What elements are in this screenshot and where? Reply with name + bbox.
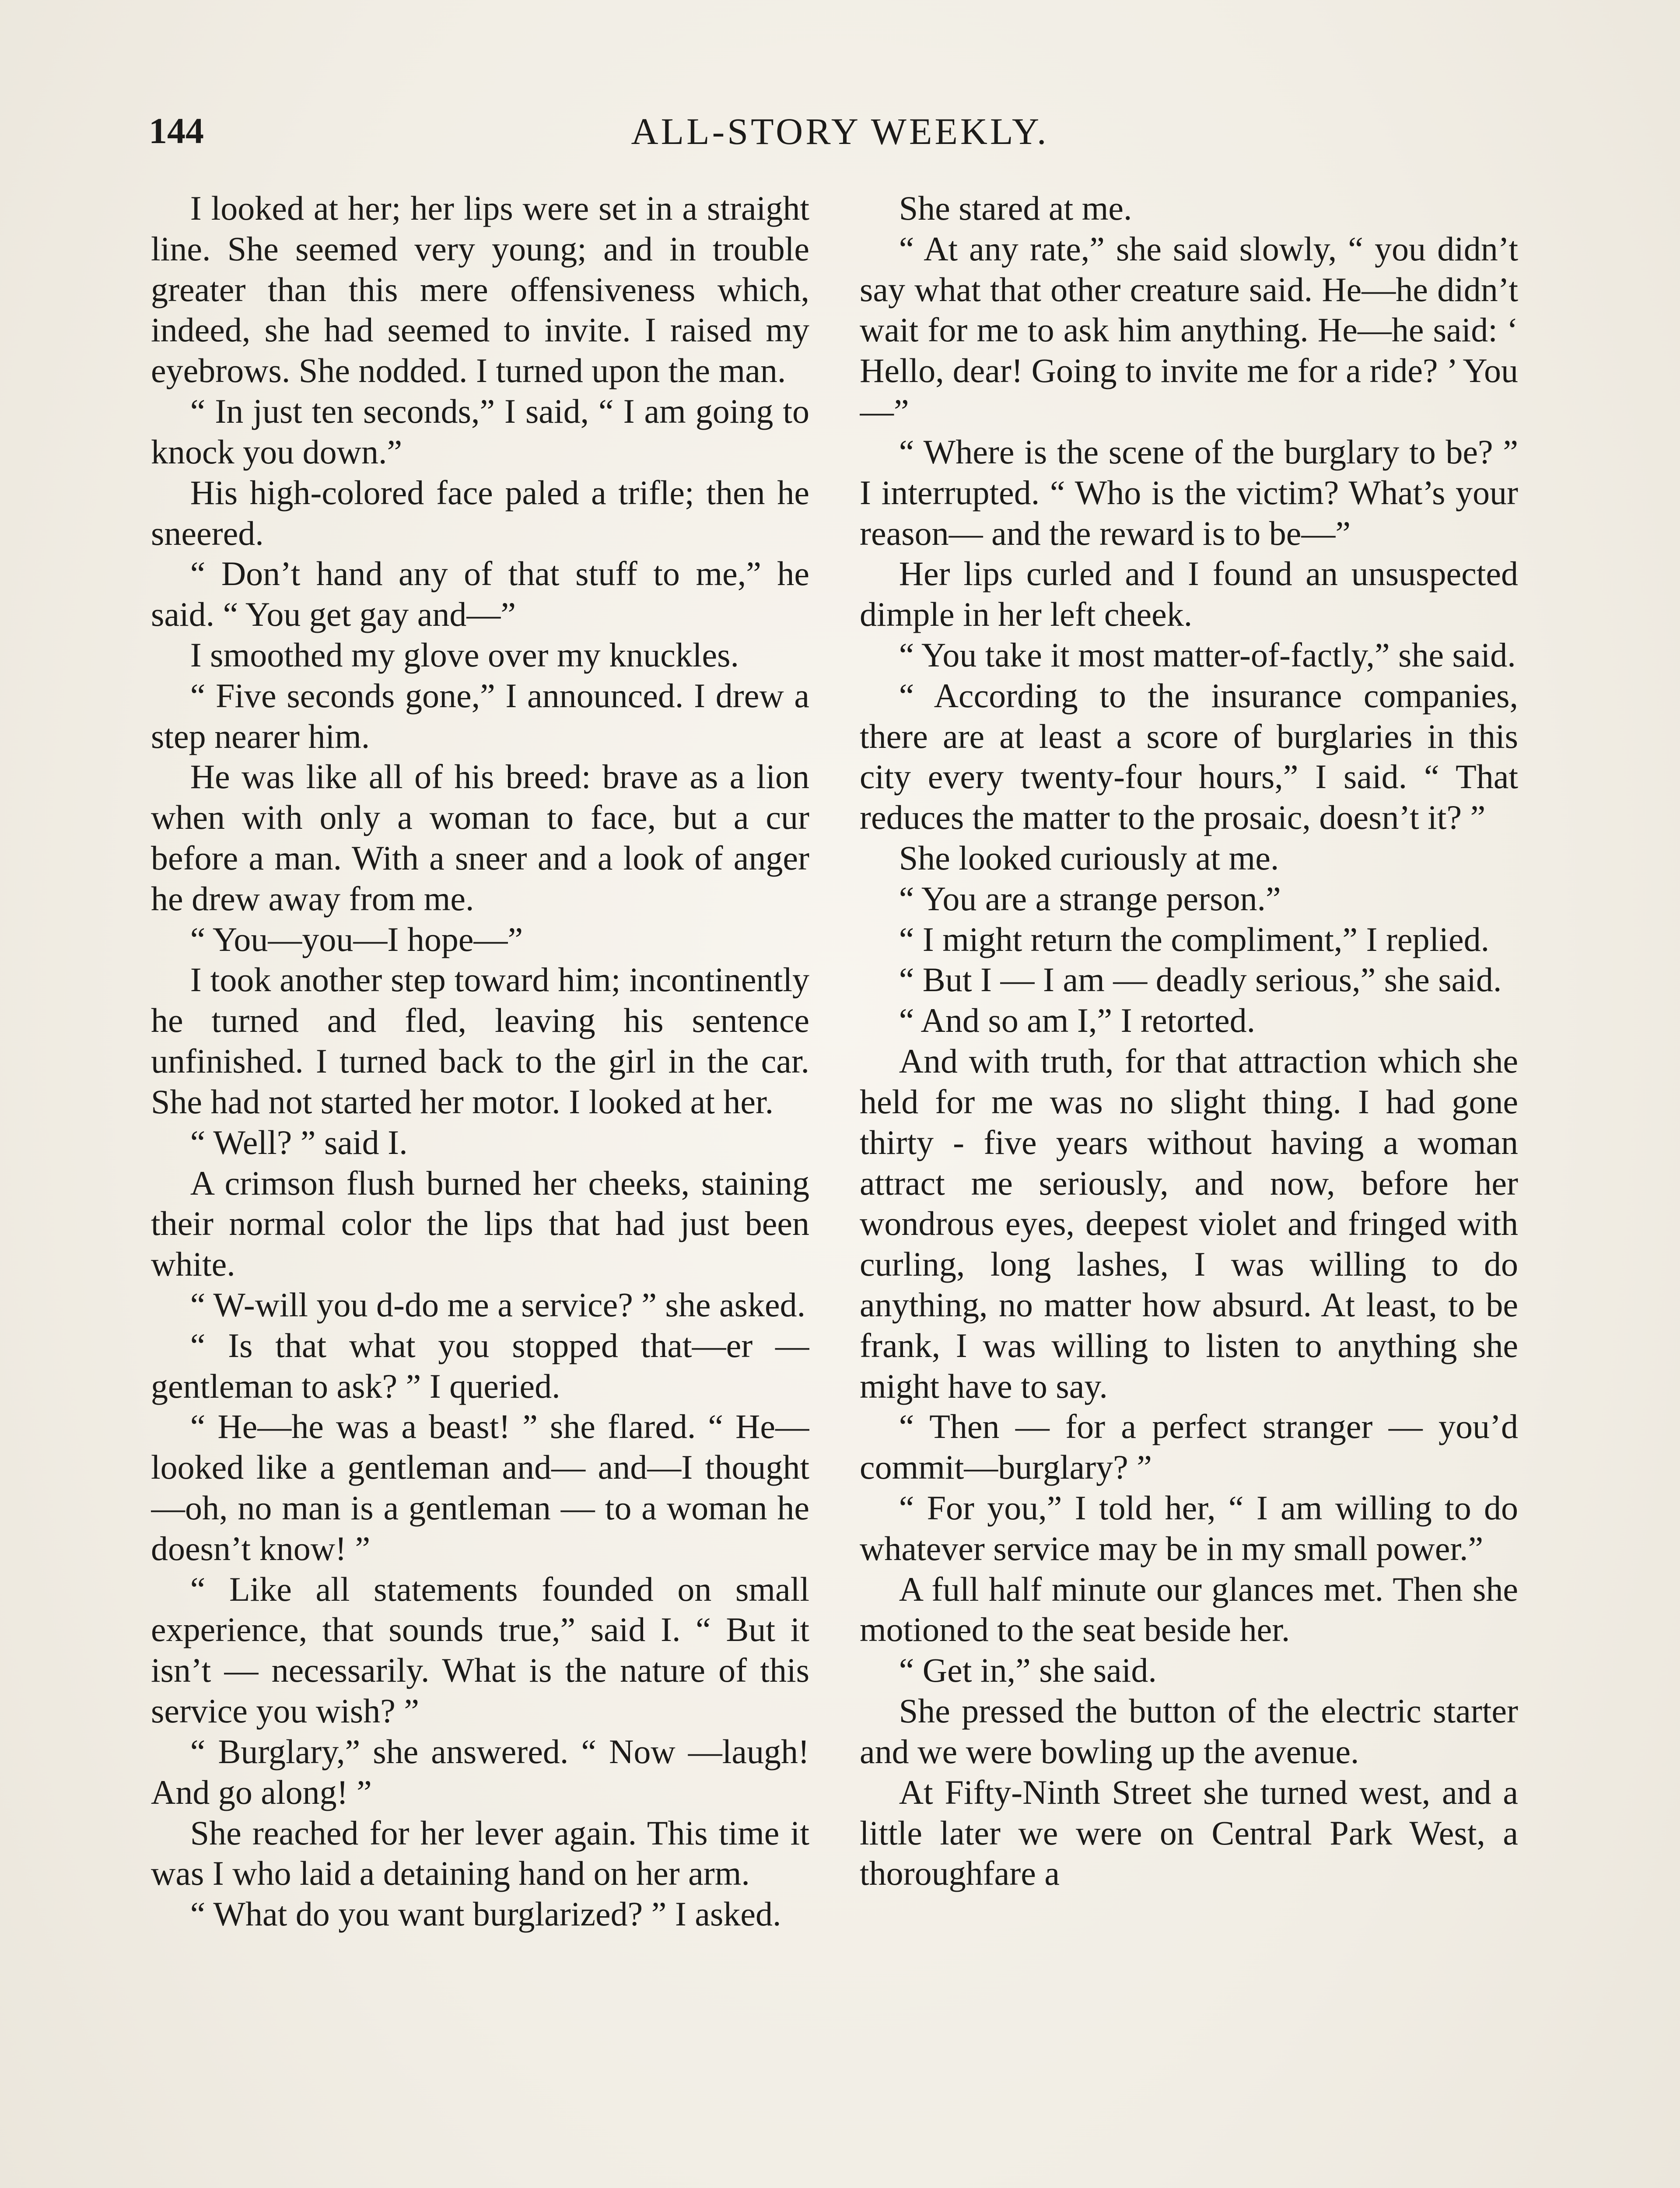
paragraph: “ In just ten seconds,” I said, “ I am going to knock you down.” xyxy=(151,392,809,471)
paragraph: She stared at me. xyxy=(899,189,1132,227)
right-column xyxy=(860,188,1518,2188)
paragraph: “ You take it most matter-of-factly,” she said. xyxy=(899,635,1516,674)
paragraph: “ Don’t hand any of that stuff to me,” he said. “ You get gay and—” xyxy=(151,554,809,634)
paragraph: His high-colored face paled a trifle; then he sneered. xyxy=(151,473,809,552)
paragraph: “ Five seconds gone,” I announced. I drew a step nearer him. xyxy=(151,676,809,755)
paragraph: “ And so am I,” I retorted. xyxy=(899,1001,1256,1040)
paragraph: She looked curiously at me. xyxy=(899,839,1279,877)
paragraph: I took another step toward him; incontinently he turned and fled, leaving his sentence unfinished. I turned back to the girl in the car. She had not started her motor. I looked at her. xyxy=(151,961,809,1121)
paragraph: Her lips curled and I found an unsuspected dimple in her left cheek. xyxy=(860,554,1518,634)
paragraph: And with truth, for that attraction which she held for me was no slight thing. I had gone thirty - five years without having a woman attract me seriously, and now, before her wondrous eyes, deepest violet and fringed with curling, long lashes, I was willing to do anything, no matter how absurd. At least, to be frank, I was willing to listen to anything she might have to say. xyxy=(860,1042,1518,1405)
paragraph: I looked at her; her lips were set in a straight line. She seemed very young; and in trouble greater than this mere offensiveness which, indeed, she had seemed to invite. I raised my eyebrows. She nodded. I turned upon the man. xyxy=(151,189,809,390)
left-column xyxy=(151,188,809,2188)
paragraph: “ Burglary,” she answered. “ Now —laugh! And go along! ” xyxy=(151,1732,809,1811)
running-title: ALL-STORY WEEKLY. xyxy=(631,110,1049,152)
paragraph: A crimson flush burned her cheeks, staining their normal color the lips that had just been white. xyxy=(151,1164,809,1283)
paragraph: A full half minute our glances met. Then she motioned to the seat beside her. xyxy=(860,1570,1518,1649)
page-header xyxy=(149,109,1531,158)
page-number: 144 xyxy=(149,111,204,151)
paragraph: “ Where is the scene of the burglary to be? ” I interrupted. “ Who is the victim? What’s your reason— and the reward is to be—” xyxy=(860,432,1518,552)
paragraph: “ W-will you d-do me a service? ” she asked. xyxy=(190,1285,806,1324)
paragraph: “ What do you want burglarized? ” I asked. xyxy=(190,1895,781,1933)
paragraph: I smoothed my glove over my knuckles. xyxy=(190,635,739,674)
paragraph: He was like all of his breed: brave as a lion when with only a woman to face, but a cur before a man. With a sneer and a look of anger he drew away from me. xyxy=(151,757,809,918)
paragraph: “ At any rate,” she said slowly, “ you didn’t say what that other creature said. He—he didn’t wait for me to ask him anything. He—he said: ‘ Hello, dear! Going to invite me for a ride? ’ You—” xyxy=(860,229,1518,431)
paragraph: “ For you,” I told her, “ I am willing to do whatever service may be in my small power.” xyxy=(860,1489,1518,1567)
paragraph: “ You are a strange person.” xyxy=(899,879,1281,918)
paragraph: “ Like all statements founded on small experience, that sounds true,” said I. “ But it isn’t — necessarily. What is the nature of this service you wish? ” xyxy=(151,1570,809,1730)
paragraph: “ Well? ” said I. xyxy=(190,1123,408,1161)
paragraph: “ Is that what you stopped that—er —gentleman to ask? ” I queried. xyxy=(151,1326,809,1405)
paragraph: “ According to the insurance companies, there are at least a score of burglaries in this city every twenty-four hours,” I said. “ That reduces the matter to the prosaic, doesn’t it? ” xyxy=(860,676,1518,837)
paragraph: “ Get in,” she said. xyxy=(899,1651,1157,1690)
paragraph: “ But I — I am — deadly serious,” she said. xyxy=(899,961,1502,999)
paragraph: She pressed the button of the electric starter and we were bowling up the avenue. xyxy=(860,1692,1518,1771)
paragraph: “ He—he was a beast! ” she flared. “ He—looked like a gentleman and— and—I thought—oh, no man is a gentleman — to a woman he doesn’t know! ” xyxy=(151,1407,809,1567)
paragraph: At Fifty-Ninth Street she turned west, and a little later we were on Central Park West, a thoroughfare a xyxy=(860,1773,1518,1893)
paragraph: She reached for her lever again. This time it was I who laid a detaining hand on her arm. xyxy=(151,1813,809,1893)
paragraph: “ Then — for a perfect stranger — you’d commit—burglary? ” xyxy=(860,1407,1518,1487)
paragraph: “ I might return the compliment,” I replied. xyxy=(899,920,1490,958)
paragraph: “ You—you—I hope—” xyxy=(190,920,523,958)
